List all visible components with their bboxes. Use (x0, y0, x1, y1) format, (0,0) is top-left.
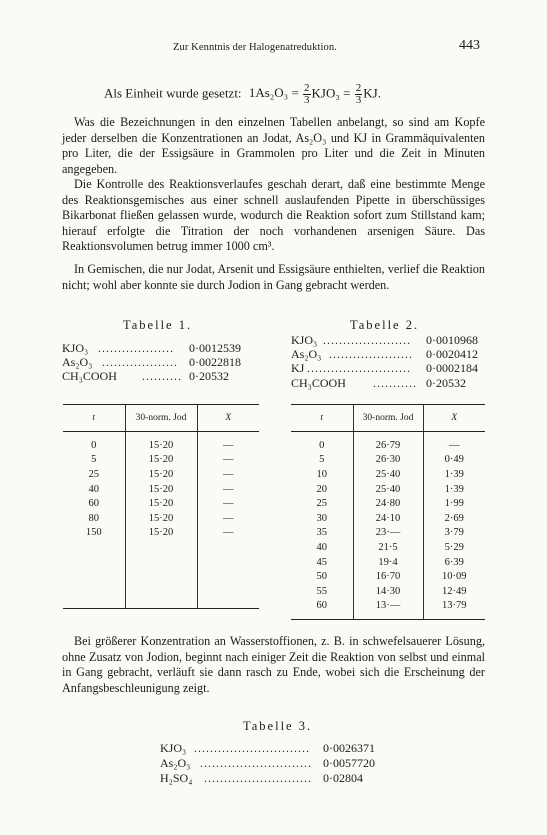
table-row: 55 14·30 12·49 (291, 584, 485, 599)
table-row: 60 15·20 — (63, 496, 259, 511)
column-header-t: t (63, 405, 125, 432)
fraction-two-thirds: $\frac{2}{3}$ (304, 82, 310, 106)
table-row: 20 25·40 1·39 (291, 482, 485, 497)
journal-page: Zur Kenntnis der Halogenatreduktion. 443 Als Einheit wurde gesetzt: 1As₂O₃ = $\frac{2}{3}$ KJO₃ = $\frac{2}{3}$ KJ. Was die Bezeichnungen in den einzelnen Tabellen anbelangt, so sind am Kopfe jeder derselben die Konzentrationen an Jodat, As₂O₃ und KJ in Grammäquivalenten pro Liter, die der Essigsäure in Grammolen pro Liter und die Zeit in Minuten angegeben. Die Kontrolle des Reaktionsverlaufes geschah derart, daß eine bestimmte Menge des Reaktionsgemisches aus einer schnell auslaufenden Pipette in überschüssiges Bikarbonat fließen gelassen wurde, wodurch die Reaktion sofort zum Stillstand kam; hierauf erfolgte die Titration der noch vorhandenen arsenigen Säure. Das Reaktionsvolumen betrug immer 1000 cm³. In Gemischen, die nur Jodat, Arsenit und Essigsäure enthielten, verlief die Reaktion nicht; wohl aber konnte sie durch Jodion in Gang gebracht werden. Tabelle 1. KJO₃ ................... 0·0012539 As₂O₃ ................... 0·0022818 CH₃COOH .......... 0·20532 t 30-norm. Jod X 0 15·20 — 5 15·20 — 25 15·20 — 40 15·20 — 60 15·20 — 80 15·20 — 150 15·20 — Tabelle 2. KJO₃ ...................... 0·0010968 As₂O₃ ..................... 0·0020412 KJ .......................... 0·0002184 CH₃COOH ........... 0·20532 t 30-norm. Jod X 0 26·79 — 5 26·30 0·49 10 25·40 1·39 20 25·40 1·39 25 24·80 1·99 30 24·10 2·69 35 23·— 3·79 40 21·5 5·29 45 19·4 6·39 50 16·70 10·09 55 14·30 12·49 60 13·— 13·79 Bei größerer Konzentration an Wasserstoffionen, z. B. in schwefelsauerer Lösung, ohne Zusatz von Jodion, beginnt nach einiger Zeit die Reaktion von selbst und einmal in Gang gebracht, verläuft sie dann rasch zu Ende, wobei sich die Erscheinung der Anfangsbeschleunigung zeigt. Tabelle 3. KJO₃ ............................. 0·0026371 As₂O₃ ............................ 0·0057720 H₂SO₄ ........................... 0·02804 (62, 38, 485, 785)
table3-caption: Tabelle 3. (243, 719, 313, 733)
table-row: 0 26·79 — (291, 432, 485, 453)
table-row: 10 25·40 1·39 (291, 467, 485, 482)
table1-caption: Tabelle 1. (123, 318, 193, 332)
paragraph-mixtures: In Gemischen, die nur Jodat, Arsenit und Essigsäure enthielten, verlief die Reaktion nicht; wohl aber konnte sie durch Jodion in Gang gebracht werden. (62, 262, 485, 292)
table1-data (63, 404, 259, 609)
page-number: 443 (459, 38, 480, 53)
table-row: 0 15·20 — (63, 432, 259, 453)
unit-term-iodide: KJ. (363, 85, 381, 101)
paragraph-hydrogen-ions: Bei größerer Konzentration an Wasserstoffionen, z. B. in schwefelsauerer Lösung, ohne Zusatz von Jodion, beginnt nach einiger Zeit die Reaktion von selbst und einmal in Gang gebracht, verläuft sie dann rasch zu Ende, wobei sich die Erscheinung der Anfangsbeschleunigung zeigt. (62, 634, 485, 695)
table-row: 25 24·80 1·99 (291, 496, 485, 511)
table-row: 30 24·10 2·69 (291, 511, 485, 526)
table-row: 35 23·— 3·79 (291, 526, 485, 541)
unit-definition (104, 83, 381, 106)
paragraph-notation: Was die Bezeichnungen in den einzelnen Tabellen anbelangt, so sind am Kopfe jeder derselben die Konzentrationen an Jodat, As₂O₃ und KJ in Grammäquivalenten pro Liter, die der Essigsäure in Grammolen pro Liter und die Zeit in Minuten angegeben. (62, 115, 485, 176)
unit-term-arsenic: 1As₂O₃ = (248, 85, 299, 101)
table-header-row (63, 405, 259, 432)
unit-term-iodate: KJO₃ = (311, 85, 351, 101)
table-row: 150 15·20 — (63, 526, 259, 541)
paragraph-control: Die Kontrolle des Reaktionsverlaufes geschah derart, daß eine bestimmte Menge des Reaktionsgemisches aus einer schnell auslaufenden Pipette in überschüssiges Bikarbonat fließen gelassen wurde, wodurch die Reaktion sofort zum Stillstand kam; hierauf erfolgte die Titration der noch vorhandenen arsenigen Säure. Das Reaktionsvolumen betrug immer 1000 cm³. (62, 177, 485, 254)
table-row: 45 19·4 6·39 (291, 555, 485, 570)
table-row: 25 15·20 — (63, 467, 259, 482)
fraction-two-thirds: $\frac{2}{3}$ (355, 82, 362, 106)
table-row: 5 15·20 — (63, 453, 259, 468)
table-header-row (291, 405, 485, 432)
column-header-jod: 30-norm. Jod (353, 405, 423, 432)
column-header-jod: 30-norm. Jod (125, 405, 197, 432)
table2-caption: Tabelle 2. (350, 318, 420, 332)
column-header-x: X (423, 405, 485, 432)
column-header-t: t (291, 405, 353, 432)
table-row: 40 21·5 5·29 (291, 540, 485, 555)
unit-lead: Als Einheit wurde gesetzt: (104, 85, 242, 101)
column-header-x: X (197, 405, 259, 432)
table-row: 5 26·30 0·49 (291, 453, 485, 468)
table-row: 40 15·20 — (63, 482, 259, 497)
running-title: Zur Kenntnis der Halogenatreduktion. (173, 42, 337, 53)
table2-data (291, 404, 485, 620)
table-row-spacer (63, 540, 259, 609)
table-row: 80 15·20 — (63, 511, 259, 526)
table-row: 60 13·— 13·79 (291, 599, 485, 620)
table-row: 50 16·70 10·09 (291, 569, 485, 584)
